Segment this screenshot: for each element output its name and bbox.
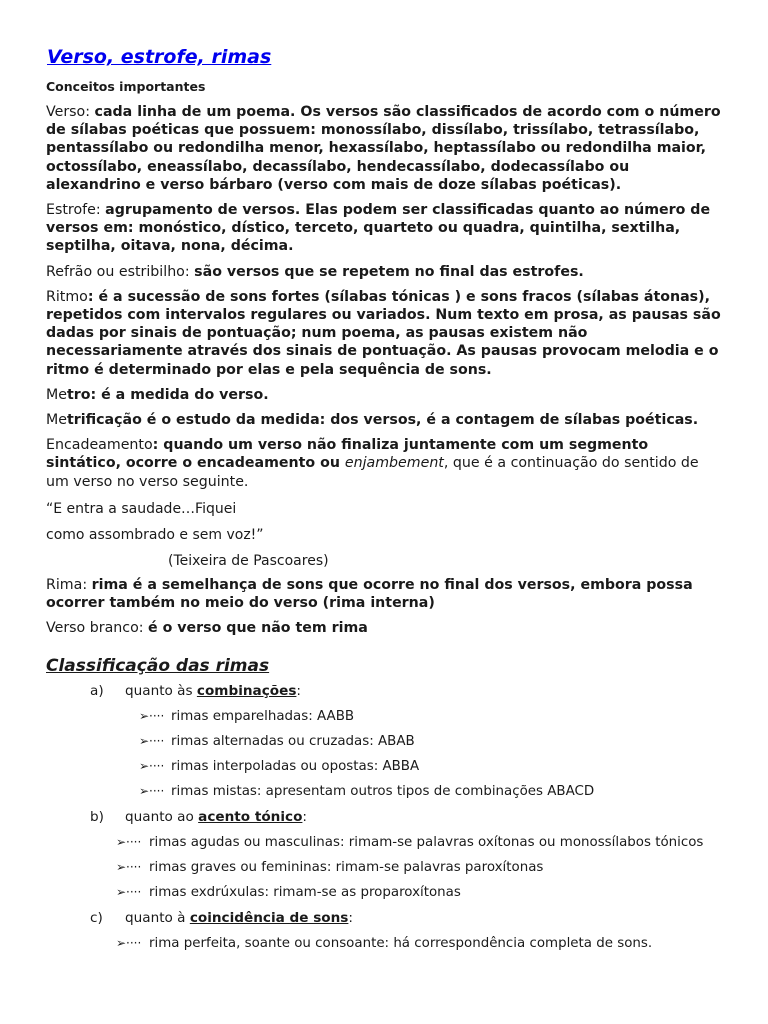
list-item (46, 834, 722, 851)
section-prefix: quanto à (125, 910, 190, 927)
list-item (46, 859, 722, 876)
arrow-bullet-icon: ➢···· (139, 734, 165, 749)
arrow-bullet-icon: ➢···· (116, 860, 142, 875)
section-prefix: quanto ao (125, 809, 199, 826)
concept-definition: : quando um verso não finaliza juntamente com um segmento sintático, ocorre o encadeamento ou (46, 437, 649, 472)
concept-label: Encadeamento (46, 437, 153, 454)
section-heading: Classificação das rimas (46, 656, 270, 677)
concept-definition: tro: é a medida do verso. (66, 386, 269, 403)
concept-label: Estrofe: (46, 202, 101, 219)
section-acento-tonico (46, 808, 722, 826)
quote-line-1: “E entra a saudade…Fiquei (46, 500, 237, 517)
list-item (46, 884, 722, 901)
quote-line-2: como assombrado e sem voz!” (46, 526, 264, 543)
list-item-text: rimas mistas: apresentam outros tipos de combinações ABACD (171, 784, 595, 800)
arrow-bullet-icon: ➢···· (139, 759, 165, 774)
list-item (46, 783, 722, 800)
concept-encadeamento (46, 436, 722, 491)
concept-definition: agrupamento de versos. Elas podem ser classificadas quanto ao número de versos em: monóstico, dístico, terceto, quarteto ou quadra, quintilha, sextilha, septilha, oitava, nona, décima. (46, 202, 711, 255)
section-label (125, 909, 353, 927)
concept-definition: rima é a semelhança de sons que ocorre no final dos versos, embora possa ocorrer também no meio do verso (rima interna) (46, 576, 693, 612)
section-suffix: : (302, 809, 308, 826)
list-item (46, 935, 722, 952)
concept-rima (46, 576, 722, 612)
document-page (46, 44, 722, 960)
section-letter: a) (90, 683, 104, 700)
italic-term: enjambement (344, 455, 444, 472)
list-item (46, 708, 722, 725)
section-letter: c) (90, 910, 103, 927)
section-letter: b) (90, 809, 104, 826)
section-coincidencia-sons (46, 909, 722, 927)
concept-verso-branco (46, 619, 722, 637)
concept-definition: trificação é o estudo da medida: dos versos, é a contagem de sílabas poéticas. (66, 412, 699, 429)
section-suffix: : (348, 910, 353, 927)
list-item-text: rimas interpoladas ou opostas: ABBA (171, 759, 420, 775)
arrow-bullet-icon: ➢···· (139, 709, 165, 724)
list-item-text: rimas graves ou femininas: rimam-se palavras paroxítonas (149, 860, 544, 876)
section-label (125, 682, 301, 700)
list-item-text: rimas exdrúxulas: rimam-se as proparoxítonas (149, 885, 461, 901)
list-item (46, 733, 722, 750)
concept-definition: são versos que se repetem no final das estrofes. (194, 263, 584, 280)
section-key: combinações (196, 683, 297, 700)
concept-label: Me (46, 386, 67, 403)
section-suffix: : (296, 683, 302, 700)
concept-verso (46, 103, 722, 194)
arrow-bullet-icon: ➢···· (116, 885, 142, 900)
concept-label: Me (46, 412, 67, 429)
section-label (125, 808, 307, 826)
concept-label: Ritmo (46, 288, 88, 305)
concept-metrificacao (46, 411, 722, 429)
document-subtitle: Conceitos importantes (46, 79, 206, 94)
concept-definition: cada linha de um poema. Os versos são classificados de acordo com o número de sílabas poéticas que possuem: monossílabo, dissílabo, trissílabo, tetrassílabo, pentassílabo ou redondilha menor, hexassílabo, heptassílabo ou redondilha maior, octossílabo, eneassílabo, decassílabo, hendecassílabo, dodecassílabo ou alexandrino e verso bárbaro (verso com mais de doze sílabas poéticas). (46, 104, 721, 193)
list-item-text: rimas agudas ou masculinas: rimam-se palavras oxítonas ou monossílabos tónicos (149, 835, 704, 851)
arrow-bullet-icon: ➢···· (116, 835, 142, 850)
section-prefix: quanto às (125, 683, 197, 700)
concept-definition: é o verso que não tem rima (148, 620, 368, 637)
quote-author: (Teixeira de Pascoares) (168, 552, 329, 569)
concept-definition: : é a sucessão de sons fortes (sílabas tónicas ) e sons fracos (sílabas átonas), repetidos com intervalos regulares ou variados. Num texto em prosa, as pausas são dadas por sinais de pontuação; num poema, as pausas existem não necessariamente através dos sinais de pontuação. As pausas provocam melodia e o ritmo é determinado por elas e pela sequência de sons. (46, 288, 721, 378)
section-key: acento tónico (198, 809, 303, 826)
concept-label: Verso branco: (46, 620, 144, 637)
concept-label: Rima: (46, 576, 88, 593)
list-item-text: rimas emparelhadas: AABB (171, 709, 355, 725)
section-combinacoes (46, 682, 722, 700)
concept-refrao (46, 263, 722, 281)
concept-label: Verso: (46, 104, 91, 120)
list-item-text: rima perfeita, soante ou consoante: há correspondência completa de sons. (149, 936, 653, 952)
arrow-bullet-icon: ➢···· (116, 936, 142, 951)
list-item (46, 758, 722, 775)
concept-metro (46, 386, 722, 404)
section-key: coincidência de sons (189, 910, 349, 927)
document-title[interactable]: Verso, estrofe, rimas (47, 46, 272, 68)
concept-ritmo (46, 288, 722, 379)
concept-label: Refrão ou estribilho: (46, 263, 190, 280)
list-item-text: rimas alternadas ou cruzadas: ABAB (171, 734, 415, 750)
arrow-bullet-icon: ➢···· (139, 784, 165, 799)
concept-estrofe (46, 201, 722, 256)
concept-continuation: , que é a continuação do sentido de um verso no verso seguinte. (46, 455, 699, 490)
